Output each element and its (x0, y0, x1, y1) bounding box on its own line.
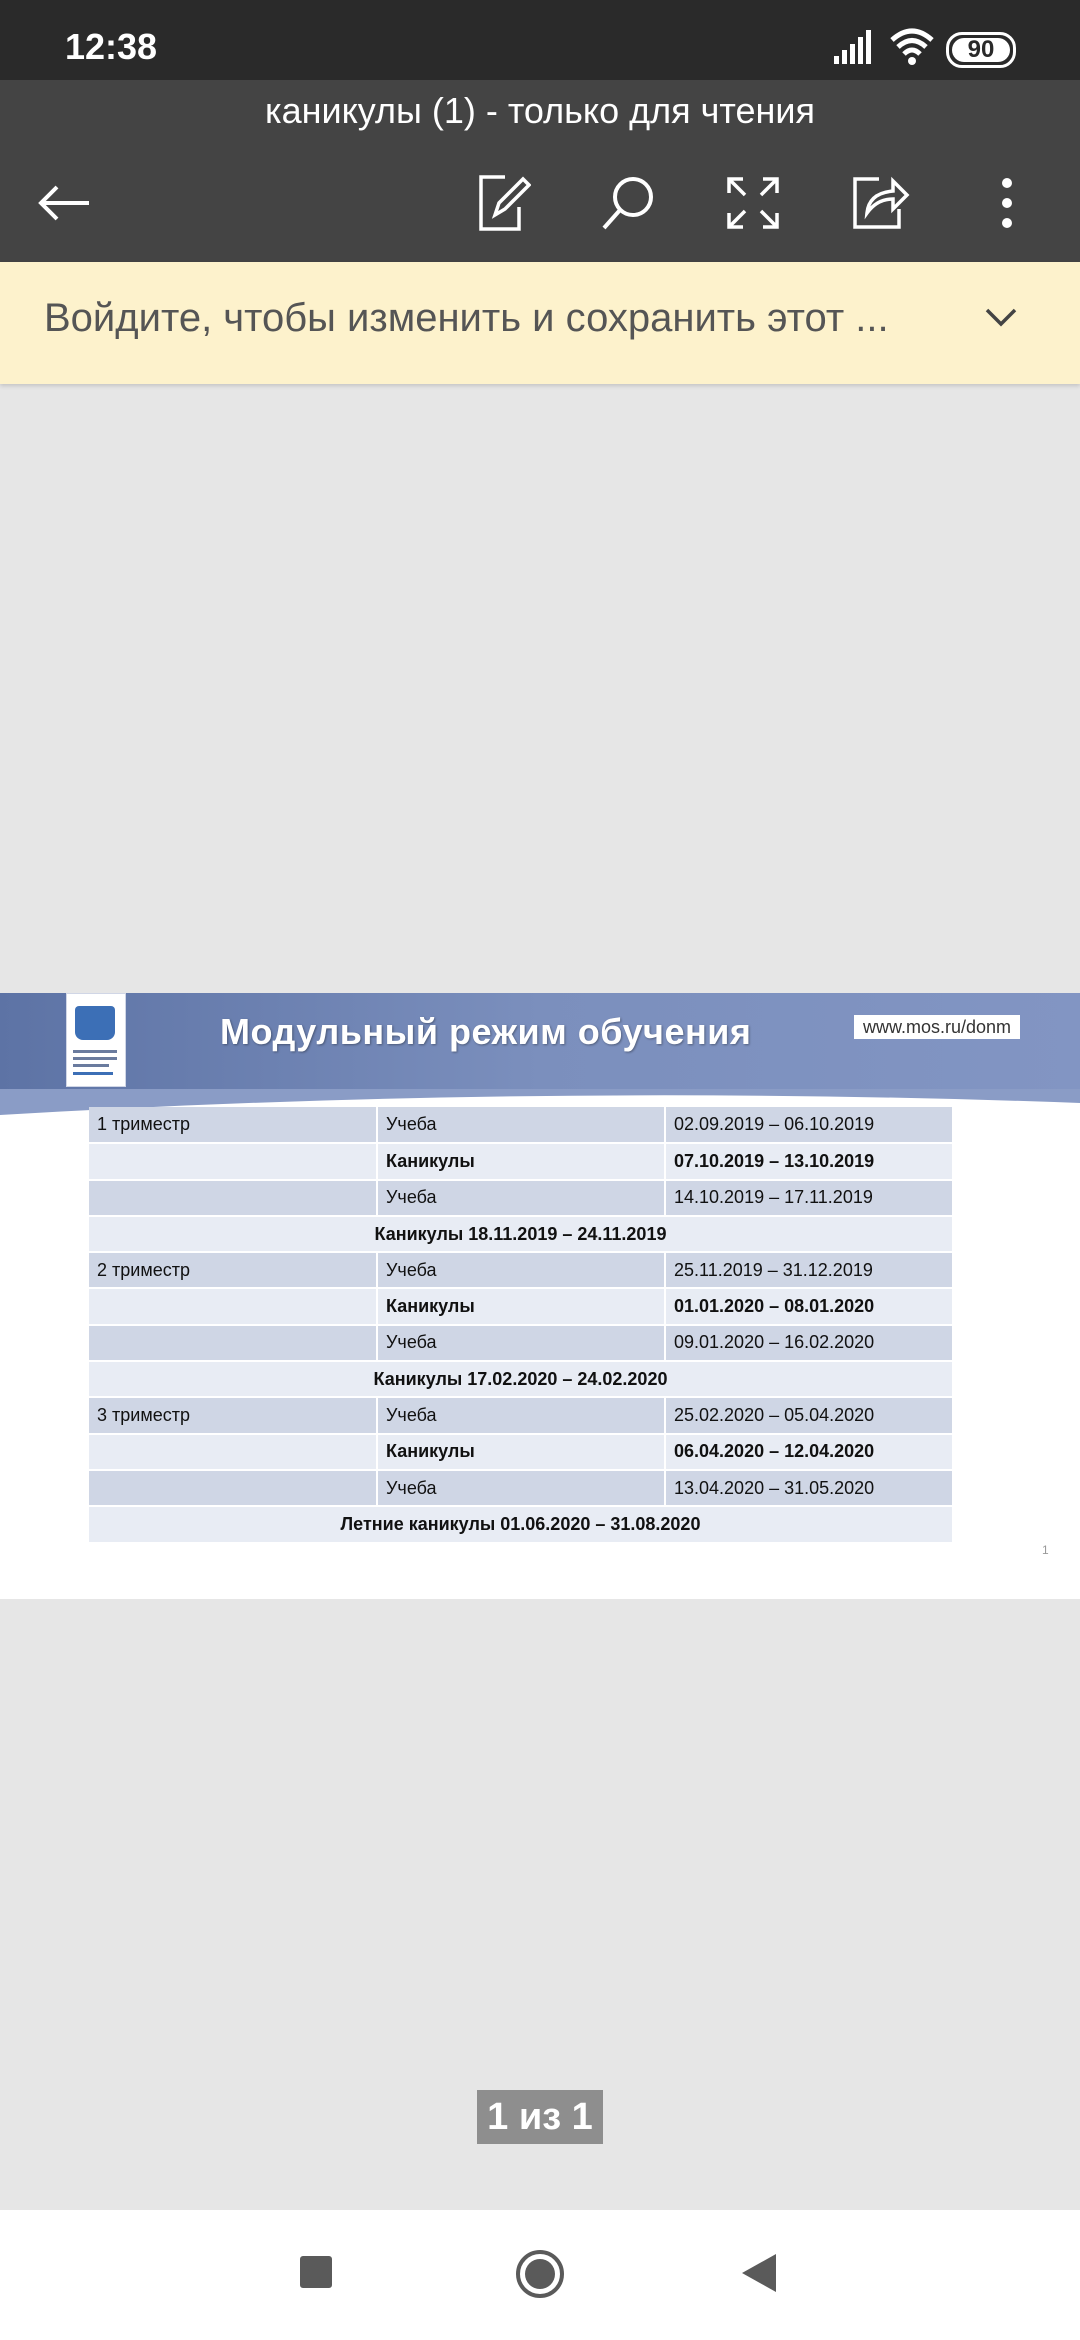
date-range-cell: 25.02.2020 – 05.04.2020 (665, 1397, 953, 1433)
page-indicator: 1 из 1 (477, 2090, 603, 2144)
more-vert-icon[interactable] (972, 168, 1042, 238)
date-range-cell: 02.09.2019 – 06.10.2019 (665, 1107, 953, 1143)
date-range-cell: 25.11.2019 – 31.12.2019 (665, 1252, 953, 1288)
back-arrow-icon[interactable] (28, 168, 98, 238)
table-row (89, 1288, 953, 1324)
activity-cell: Учеба (377, 1397, 665, 1433)
table-row (89, 1143, 953, 1179)
battery-icon (946, 32, 1016, 68)
sign-in-banner[interactable] (0, 262, 1080, 384)
recents-square-icon[interactable] (300, 2256, 332, 2288)
slide-url: www.mos.ru/donm (854, 1015, 1020, 1039)
term-cell (89, 1288, 377, 1324)
term-cell (89, 1325, 377, 1361)
term-cell (89, 1143, 377, 1179)
share-icon[interactable] (846, 168, 916, 238)
term-cell (89, 1180, 377, 1216)
activity-cell: Учеба (377, 1470, 665, 1506)
system-nav-bar (0, 2210, 1080, 2340)
activity-cell: Учеба (377, 1325, 665, 1361)
back-triangle-icon[interactable] (742, 2254, 776, 2292)
table-row (89, 1470, 953, 1506)
holiday-summary-cell: Каникулы 18.11.2019 – 24.11.2019 (89, 1216, 953, 1252)
date-range-cell: 09.01.2020 – 16.02.2020 (665, 1325, 953, 1361)
signal-icon (832, 28, 876, 64)
table-row (89, 1434, 953, 1470)
app-toolbar (0, 80, 1080, 262)
date-range-cell: 14.10.2019 – 17.11.2019 (665, 1180, 953, 1216)
date-range-cell: 07.10.2019 – 13.10.2019 (665, 1143, 953, 1179)
table-row (89, 1107, 953, 1143)
activity-cell: Каникулы (377, 1288, 665, 1324)
wifi-icon (888, 26, 936, 66)
date-range-cell: 13.04.2020 – 31.05.2020 (665, 1470, 953, 1506)
battery-level: 90 (967, 36, 995, 63)
term-cell: 3 триместр (89, 1397, 377, 1433)
table-row (89, 1180, 953, 1216)
term-cell: 2 триместр (89, 1252, 377, 1288)
status-bar (0, 0, 1080, 80)
table-row (89, 1361, 953, 1397)
holiday-summary-cell: Летние каникулы 01.06.2020 – 31.08.2020 (89, 1506, 953, 1542)
slide-page-number: 1 (1042, 1543, 1049, 1557)
document-title: каникулы (1) - только для чтения (265, 90, 815, 131)
banner-text: Войдите, чтобы изменить и сохранить этот ... (44, 296, 889, 340)
table-row (89, 1252, 953, 1288)
holiday-summary-cell: Каникулы 17.02.2020 – 24.02.2020 (89, 1361, 953, 1397)
date-range-cell: 06.04.2020 – 12.04.2020 (665, 1434, 953, 1470)
search-icon[interactable] (594, 168, 664, 238)
table-row (89, 1397, 953, 1433)
activity-cell: Учеба (377, 1107, 665, 1143)
document-page (0, 993, 1080, 1599)
table-row (89, 1325, 953, 1361)
date-range-cell: 01.01.2020 – 08.01.2020 (665, 1288, 953, 1324)
term-cell: 1 триместр (89, 1107, 377, 1143)
chevron-down-icon[interactable] (984, 306, 1018, 328)
slide-title: Модульный режим обучения (220, 1011, 752, 1052)
schedule-table (89, 1107, 954, 1544)
activity-cell: Каникулы (377, 1143, 665, 1179)
activity-cell: Учеба (377, 1180, 665, 1216)
activity-cell: Каникулы (377, 1434, 665, 1470)
home-circle-icon[interactable] (514, 2248, 566, 2300)
term-cell (89, 1434, 377, 1470)
table-row (89, 1506, 953, 1542)
status-time: 12:38 (65, 26, 158, 67)
activity-cell: Учеба (377, 1252, 665, 1288)
department-logo (66, 993, 126, 1087)
table-row (89, 1216, 953, 1252)
term-cell (89, 1470, 377, 1506)
fullscreen-icon[interactable] (718, 168, 788, 238)
edit-icon[interactable] (468, 168, 538, 238)
